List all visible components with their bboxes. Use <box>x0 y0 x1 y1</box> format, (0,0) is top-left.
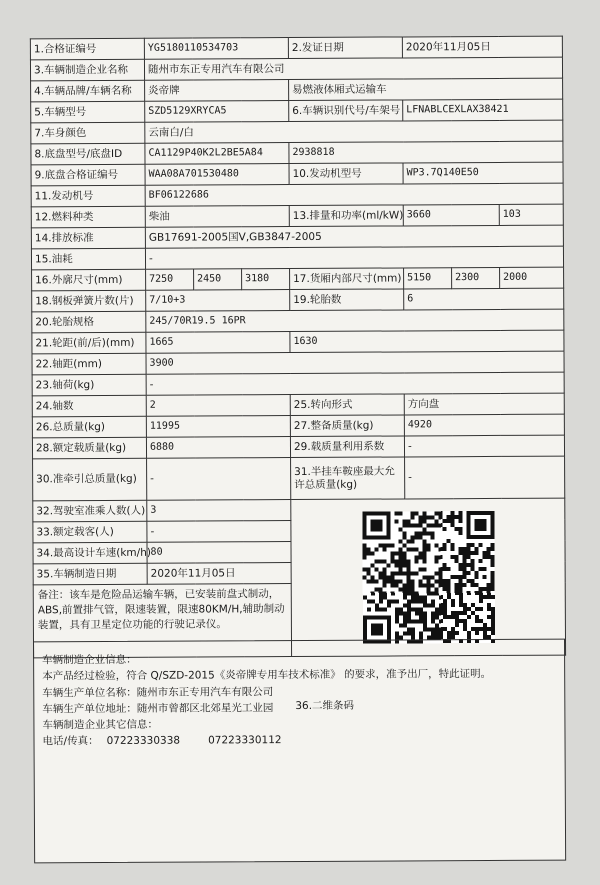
producer-label: 车辆生产单位名称： <box>42 686 137 699</box>
row-16 <box>32 267 564 291</box>
chassis-cert-label: 9.底盘合格证编号 <box>31 164 145 186</box>
phone-label: 电话/传真： <box>42 735 99 748</box>
tire-spec-value: 245/70R19.5 16PR <box>146 309 564 332</box>
cert-number-value: YG5180110534703 <box>144 38 288 60</box>
fuel-consumption-value: - <box>145 246 563 269</box>
certificate-sheet <box>30 36 566 864</box>
tire-count-label: 19.轮胎数 <box>290 289 404 311</box>
wheelbase-value: 3900 <box>146 351 564 374</box>
address-label: 车辆生产单位地址： <box>42 702 137 716</box>
row-8 <box>31 141 563 165</box>
leaf-spring-label: 18.钢板弹簧片数(片) <box>32 290 146 312</box>
max-speed-label: 34.最高设计车速(km/h) <box>33 542 147 564</box>
towing-mass-label: 30.准牵引总质量(kg) <box>33 458 147 501</box>
leaf-spring-value: 7/10+3 <box>146 290 290 312</box>
tire-count-value: 6 <box>404 288 564 310</box>
row-14 <box>31 225 563 249</box>
row-9 <box>31 162 563 186</box>
tire-spec-label: 20.轮胎规格 <box>32 311 146 333</box>
row-28 <box>32 435 564 459</box>
address-value: 随州市曾都区北郊星光工业园 <box>136 701 274 715</box>
phone-value: 07223330338 <box>106 734 181 748</box>
issue-date-value: 2020年11月05日 <box>402 36 562 58</box>
cab-capacity-value: 3 <box>147 500 291 522</box>
row-15 <box>31 246 563 270</box>
row-30 <box>33 456 565 501</box>
other-info-label: 车辆制造企业其它信息： <box>42 718 158 732</box>
fax-value: 07223330112 <box>208 734 282 747</box>
qr-code-icon <box>362 511 495 644</box>
engine-number-label: 11.发动机号 <box>31 185 145 207</box>
outer-length-value: 7250 <box>146 269 194 290</box>
manufacture-date-label: 35.车辆制造日期 <box>33 563 147 585</box>
passenger-capacity-value: - <box>147 521 291 543</box>
axle-load-label: 23.轴荷(kg) <box>32 374 146 396</box>
curb-mass-value: 4920 <box>404 414 564 436</box>
body-color-value: 云南白/白 <box>145 120 563 143</box>
fuel-type-value: 柴油 <box>145 206 289 228</box>
cert-number-label: 1.合格证编号 <box>30 38 144 60</box>
saddle-mass-label: 31.半挂车鞍座最大允许总质量(kg) <box>291 457 405 500</box>
axle-count-label: 24.轴数 <box>32 395 146 417</box>
row-21 <box>32 330 564 354</box>
rated-load-value: 6880 <box>146 437 290 459</box>
displacement-label: 13.排量和功率(ml/kW) <box>289 205 403 227</box>
qr-code-label: 36.二维条码 <box>295 699 355 712</box>
row-20 <box>32 309 564 333</box>
row-22 <box>32 351 564 375</box>
brand-label: 4.车辆品牌/车辆名称 <box>31 80 145 102</box>
cargo-length-value: 5150 <box>404 268 452 289</box>
qr-code-cell <box>291 498 566 712</box>
row-3 <box>30 57 562 81</box>
load-factor-value: - <box>404 435 564 457</box>
row-12 <box>31 204 563 228</box>
wheelbase-label: 22.轴距(mm) <box>32 353 146 375</box>
manufacturer-label: 3.车辆制造企业名称 <box>30 59 144 81</box>
vin-value: LFNABLCEXLAX38421 <box>403 99 563 121</box>
row-11 <box>31 183 563 207</box>
manufacturer-value: 随州市东正专用汽车有限公司 <box>144 57 562 80</box>
outer-height-value: 3180 <box>242 269 290 290</box>
engine-model-value: WP3.7Q140E50 <box>403 162 563 184</box>
front-track-value: 1665 <box>146 332 290 354</box>
manufacture-date-value: 2020年11月05日 <box>147 563 291 585</box>
vin-label: 6.车辆识别代号/车架号 <box>289 100 403 122</box>
row-7 <box>31 120 563 144</box>
track-width-label: 21.轮距(前/后)(mm) <box>32 332 146 354</box>
row-32 <box>33 498 565 522</box>
vehicle-name-value: 易燃液体厢式运输车 <box>289 78 563 100</box>
body-color-label: 7.车身颜色 <box>31 122 145 144</box>
phone-line <box>42 731 556 750</box>
max-speed-value: 80 <box>147 542 291 564</box>
compliance-statement: 本产品经过检验，符合 Q/SZD-2015《炎帝牌专用车技术标准》 的要求，准予出厂，特此证明。 <box>42 668 492 683</box>
chassis-model-value: CA1129P40K2L2BE5A84 <box>145 143 289 165</box>
model-value: SZD5129XRYCA5 <box>145 101 289 123</box>
rated-load-label: 28.额定载质量(kg) <box>32 437 146 459</box>
steering-label: 25.转向形式 <box>290 394 404 416</box>
chassis-model-label: 8.底盘型号/底盘ID <box>31 143 145 165</box>
engine-model-label: 10.发动机型号 <box>289 163 403 185</box>
fuel-consumption-label: 15.油耗 <box>31 248 145 270</box>
power-value: 103 <box>499 204 563 225</box>
producer-value: 随州市东正专用汽车有限公司 <box>136 685 274 699</box>
row-4 <box>31 78 563 102</box>
remarks-text: 备注：该车是危险品运输车辆，已安装前盘式制动，ABS,前置排气管，限速装置，限速80KM/H,辅助制动装置，具有卫星定位功能的行驶记录仪。 <box>33 584 291 658</box>
saddle-mass-value: - <box>405 456 565 499</box>
towing-mass-value: - <box>147 458 291 501</box>
axle-count-value: 2 <box>146 395 290 417</box>
engine-number-value: BF06122686 <box>145 183 563 206</box>
manufacturer-info-title: 车辆制造企业信息： <box>42 653 137 667</box>
row-1 <box>30 36 562 60</box>
model-label: 5.车辆型号 <box>31 101 145 123</box>
rear-track-value: 1630 <box>290 330 564 352</box>
row-24 <box>32 393 564 417</box>
axle-load-value: - <box>146 372 564 395</box>
outer-dimensions-label: 16.外廓尺寸(mm) <box>32 269 146 291</box>
outer-width-value: 2450 <box>194 269 242 290</box>
passenger-capacity-label: 33.额定载客(人) <box>33 521 147 543</box>
cab-capacity-label: 32.驾驶室准乘人数(人) <box>33 500 147 522</box>
load-factor-label: 29.载质量利用系数 <box>290 436 404 458</box>
fuel-type-label: 12.燃料种类 <box>31 206 145 228</box>
cargo-dimensions-label: 17.货厢内部尺寸(mm) <box>290 268 404 290</box>
chassis-id-value: 2938818 <box>289 141 563 163</box>
issue-date-label: 2.发证日期 <box>288 37 402 59</box>
total-mass-value: 11995 <box>146 416 290 438</box>
total-mass-label: 26.总质量(kg) <box>32 416 146 438</box>
displacement-value: 3660 <box>403 204 499 226</box>
row-5 <box>31 99 563 123</box>
steering-value: 方向盘 <box>404 393 564 415</box>
chassis-cert-value: WAA08A701530480 <box>145 164 289 186</box>
row-18 <box>32 288 564 312</box>
row-23 <box>32 372 564 396</box>
emission-label: 14.排放标准 <box>31 227 145 249</box>
row-26 <box>32 414 564 438</box>
curb-mass-label: 27.整备质量(kg) <box>290 415 404 437</box>
brand-value: 炎帝牌 <box>145 80 289 102</box>
cargo-width-value: 2300 <box>452 267 500 288</box>
emission-value: GB17691-2005国Ⅴ,GB3847-2005 <box>145 225 563 248</box>
manufacturer-info-block <box>33 639 566 864</box>
cargo-height-value: 2000 <box>500 267 564 288</box>
